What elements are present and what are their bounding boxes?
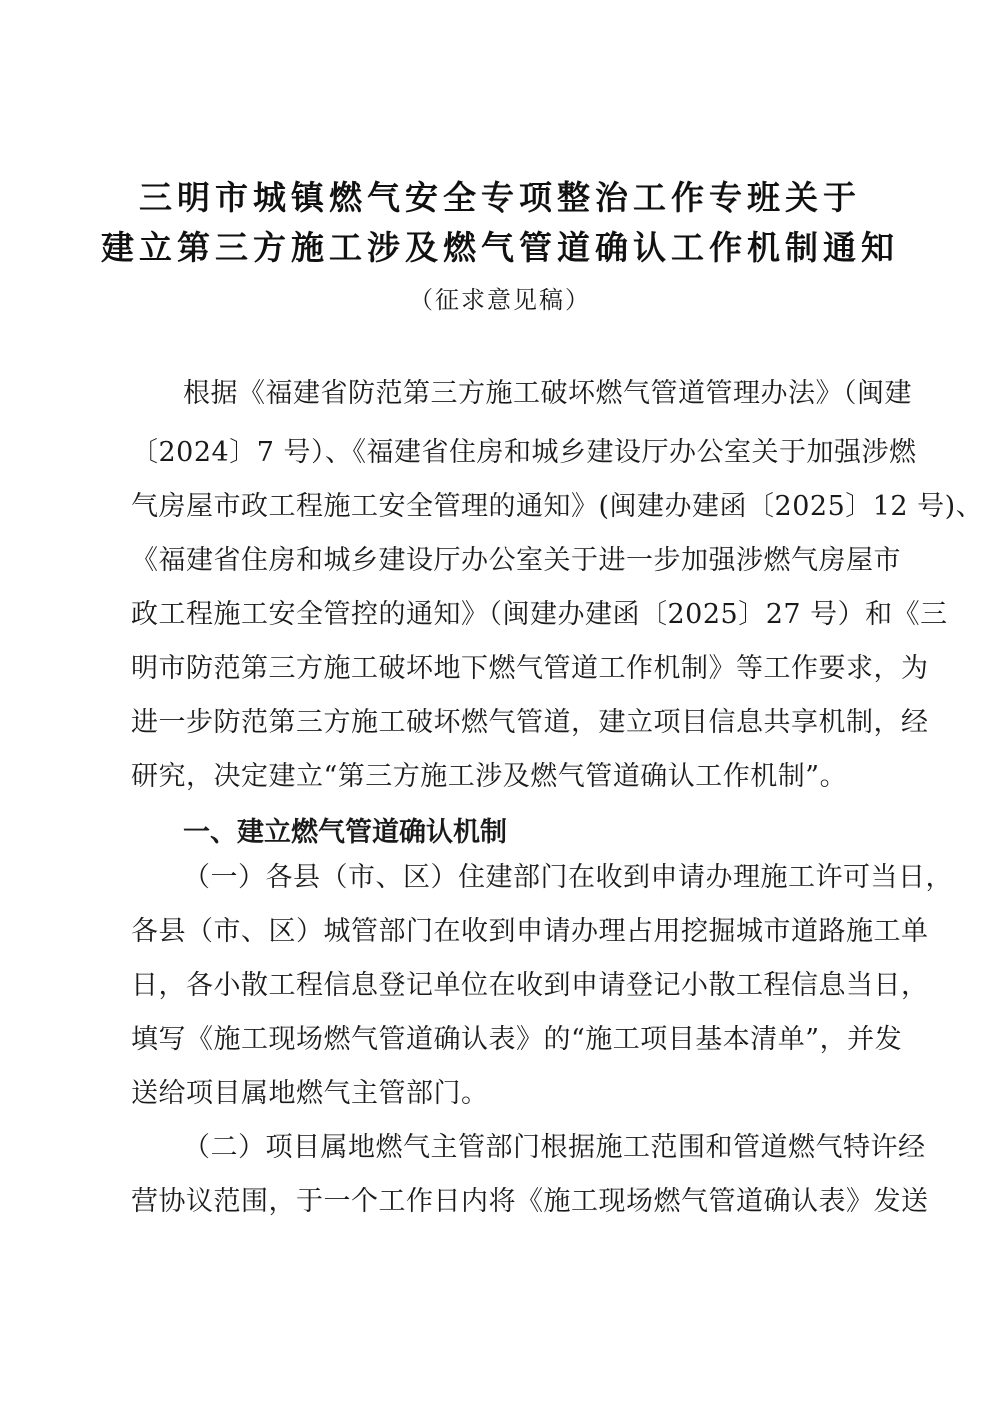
item1-line: 填写《施工现场燃气管道确认表》的“施工项目基本清单”，并发 bbox=[131, 1024, 903, 1055]
item2-line: 营协议范围，于一个工作日内将《施工现场燃气管道确认表》发送 bbox=[131, 1186, 929, 1217]
item1-line: 送给项目属地燃气主管部门。 bbox=[131, 1078, 489, 1109]
intro-line: 根据《福建省防范第三方施工破坏燃气管道管理办法》（闽建 bbox=[183, 378, 912, 409]
item2-line: （二）项目属地燃气主管部门根据施工范围和管道燃气特许经 bbox=[183, 1132, 926, 1163]
intro-line: 政工程施工安全管控的通知》（闽建办建函〔2025〕27 号）和《三 bbox=[131, 599, 948, 630]
intro-line: 研究，决定建立“第三方施工涉及燃气管道确认工作机制”。 bbox=[131, 761, 848, 792]
intro-line: 《福建省住房和城乡建设厅办公室关于进一步加强涉燃气房屋市 bbox=[131, 545, 901, 576]
intro-line: 明市防范第三方施工破坏地下燃气管道工作机制》等工作要求，为 bbox=[131, 653, 929, 684]
intro-line: 气房屋市政工程施工安全管理的通知》(闽建办建函〔2025〕12 号)、 bbox=[131, 491, 984, 522]
intro-line: 〔2024〕7 号）、《福建省住房和城乡建设厅办公室关于加强涉燃 bbox=[131, 437, 917, 468]
document-subtitle: （征求意见稿） bbox=[409, 286, 591, 314]
intro-line: 进一步防范第三方施工破坏燃气管道，建立项目信息共享机制，经 bbox=[131, 707, 929, 738]
item1-line: 日，各小散工程信息登记单位在收到申请登记小散工程信息当日， bbox=[131, 970, 929, 1001]
document-title-line-2: 建立第三方施工涉及燃气管道确认工作机制通知 bbox=[101, 228, 899, 267]
document-title-line-1: 三明市城镇燃气安全专项整治工作专班关于 bbox=[139, 178, 861, 217]
section-heading: 一、建立燃气管道确认机制 bbox=[183, 817, 507, 848]
item1-line: （一）各县（市、区）住建部门在收到申请办理施工许可当日， bbox=[183, 862, 953, 893]
item1-line: 各县（市、区）城管部门在收到申请办理占用挖掘城市道路施工单 bbox=[131, 916, 929, 947]
